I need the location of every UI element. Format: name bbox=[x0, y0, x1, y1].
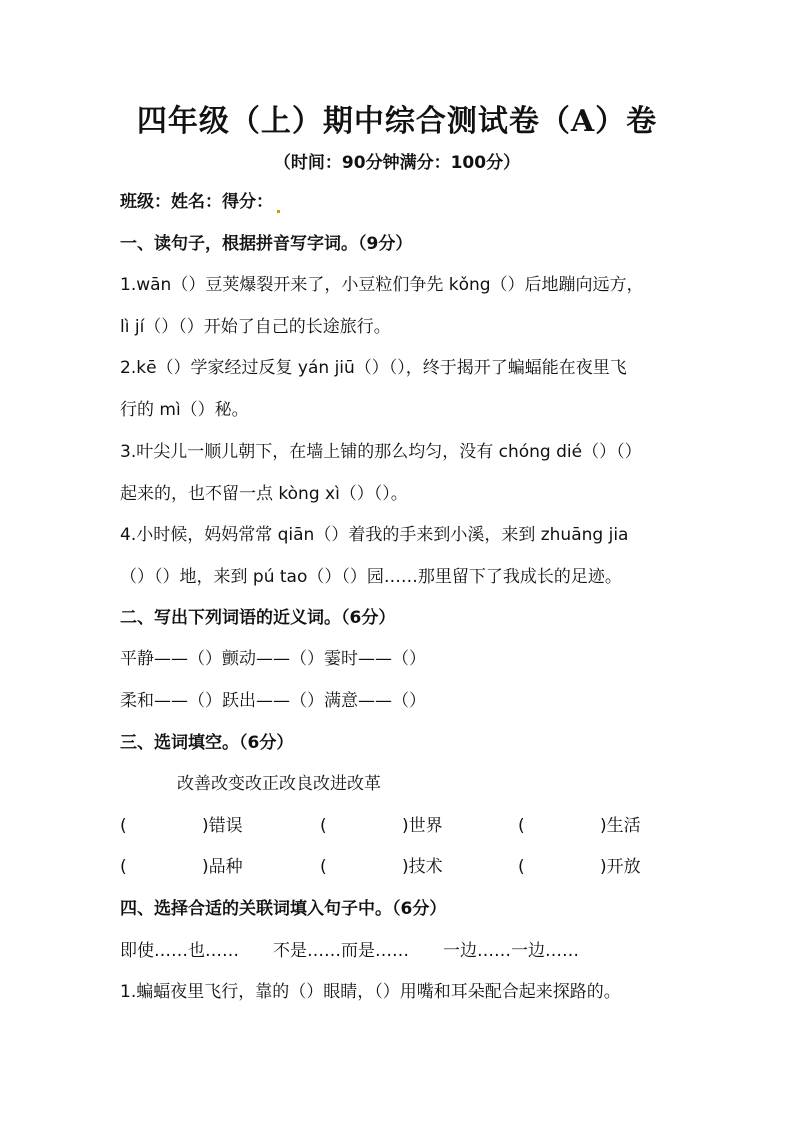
blank-word: 技术 bbox=[408, 857, 443, 877]
close-paren: ) bbox=[600, 857, 607, 877]
stray-mark bbox=[277, 210, 280, 213]
close-paren: ) bbox=[600, 816, 607, 836]
blank-word: 生活 bbox=[606, 816, 641, 836]
open-paren: ( bbox=[120, 857, 127, 877]
blank-word: 世界 bbox=[408, 816, 443, 836]
fill-blank-item bbox=[120, 855, 243, 879]
exam-time-score: （时间：90分钟满分：100分） bbox=[273, 153, 521, 173]
section4-line: 1.蝙蝠夜里飞行，靠的（）眼睛，（）用嘴和耳朵配合起来探路的。 bbox=[120, 982, 621, 1002]
blank-word: 品种 bbox=[208, 857, 243, 877]
student-info-line bbox=[120, 190, 280, 214]
fill-blank-item bbox=[320, 855, 443, 879]
section1-line: 4.小时候，妈妈常常 qiān（）着我的手来到小溪，来到 zhuāng jia bbox=[120, 525, 629, 545]
fill-blank-item bbox=[120, 814, 243, 838]
section3-heading: 三、选词填空。（6分） bbox=[120, 733, 294, 753]
close-paren: ) bbox=[402, 857, 409, 877]
section4-heading: 四、选择合适的关联词填入句子中。（6分） bbox=[120, 899, 447, 919]
fill-blank-item bbox=[518, 855, 641, 879]
open-paren: ( bbox=[518, 816, 525, 836]
synonym-row: 平静——（）颤动——（）霎时——（） bbox=[120, 649, 426, 669]
section1-line: 1.wān（）豆荚爆裂开来了，小豆粒们争先 kǒng（）后地蹦向远方， bbox=[120, 275, 644, 295]
blank-word: 开放 bbox=[606, 857, 641, 877]
open-paren: ( bbox=[518, 857, 525, 877]
open-paren: ( bbox=[120, 816, 127, 836]
section1-line: （）（）地，来到 pú tao（）（）园……那里留下了我成长的足迹。 bbox=[120, 567, 622, 587]
section1-line: 2.kē（）学家经过反复 yán jiū（）（），终于揭开了蝙蝠能在夜里飞 bbox=[120, 358, 627, 378]
word-bank: 改善改变改正改良改进改革 bbox=[177, 774, 381, 794]
fill-blank-item bbox=[320, 814, 443, 838]
section1-line: 3.叶尖儿一顺儿朝下，在墙上铺的那么均匀，没有 chóng dié（）（） bbox=[120, 442, 642, 462]
conjunction-options: 即使……也…… 不是……而是…… 一边……一边…… bbox=[120, 941, 579, 961]
close-paren: ) bbox=[202, 816, 209, 836]
section2-heading: 二、写出下列词语的近义词。（6分） bbox=[120, 608, 396, 628]
section1-line: 行的 mì（）秘。 bbox=[120, 400, 249, 420]
close-paren: ) bbox=[202, 857, 209, 877]
fill-blank-item bbox=[518, 814, 641, 838]
section1-line: 起来的，也不留一点 kòng xì（）（）。 bbox=[120, 484, 408, 504]
blank-word: 错误 bbox=[208, 816, 243, 836]
student-info-label: 班级：姓名：得分： bbox=[120, 192, 273, 212]
section1-line: lì jí（）（）开始了自己的长途旅行。 bbox=[120, 317, 391, 337]
close-paren: ) bbox=[402, 816, 409, 836]
synonym-row: 柔和——（）跃出——（）满意——（） bbox=[120, 691, 426, 711]
open-paren: ( bbox=[320, 816, 327, 836]
section1-heading: 一、读句子，根据拼音写字词。（9分） bbox=[120, 234, 413, 254]
page-title: 四年级（上）期中综合测试卷（A）卷 bbox=[136, 104, 658, 139]
open-paren: ( bbox=[320, 857, 327, 877]
